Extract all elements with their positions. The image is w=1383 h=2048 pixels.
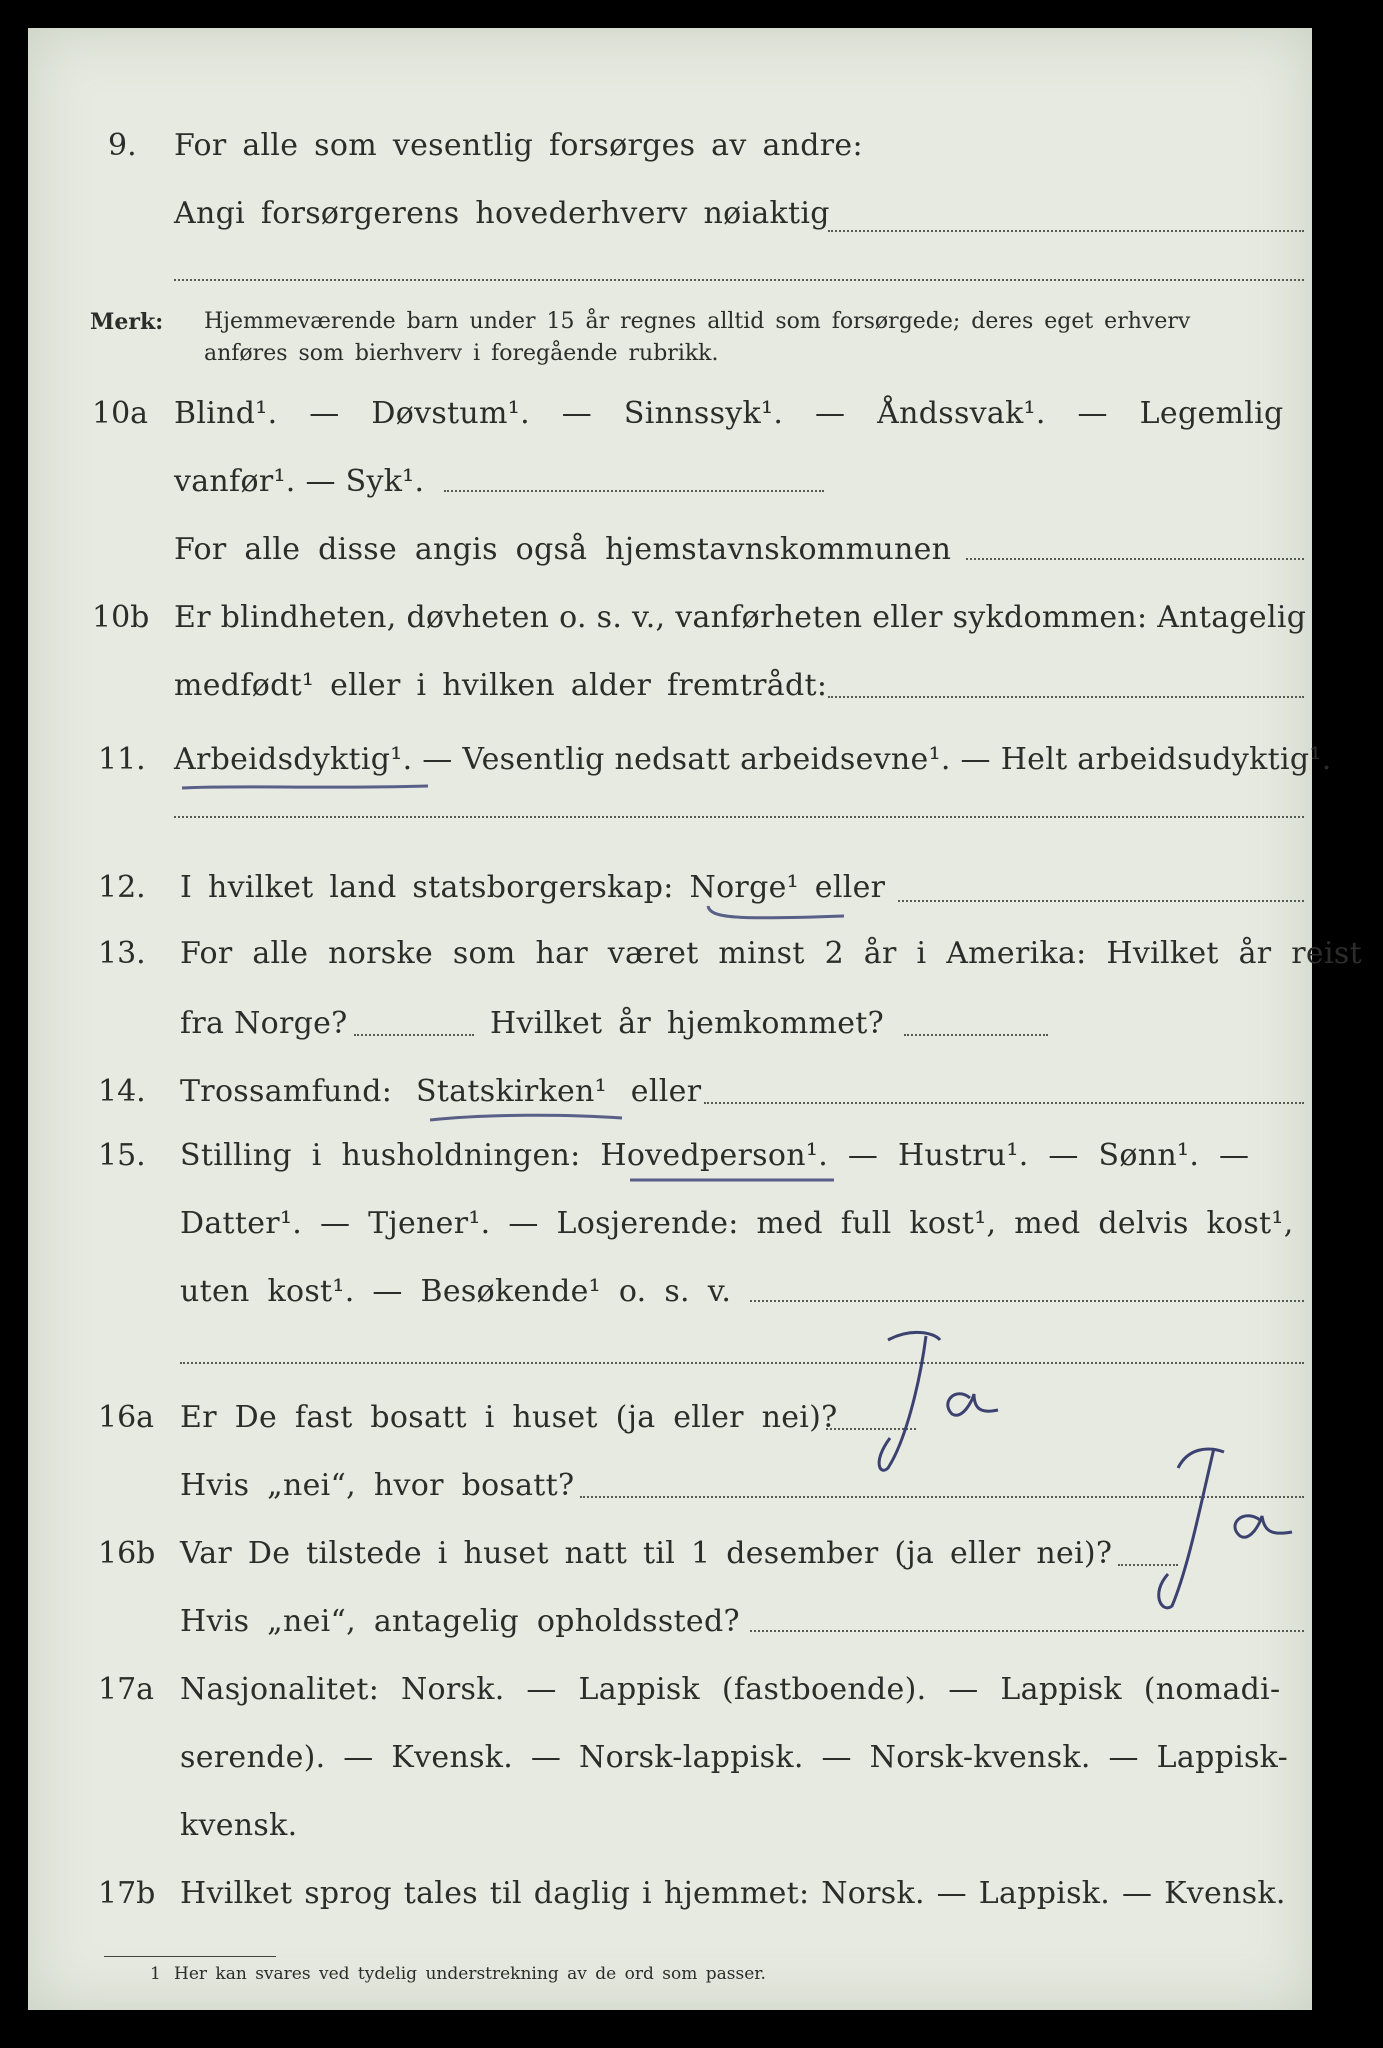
q10a-text-line3: For alle disse angis også hjemstavnskommunen [174,532,952,567]
q10b-number: 10b [92,600,150,635]
q12-answer-line[interactable] [898,900,1304,902]
q15-number: 15. [98,1138,146,1173]
q15-answer-line-2[interactable] [180,1362,1304,1364]
q17b-text: Hvilket sprog tales til daglig i hjemmet: Norsk. — Lappisk. — Kvensk. [180,1876,1286,1911]
q15-text-line3: uten kost¹. — Besøkende¹ o. s. v. [180,1274,732,1309]
q11-answer-line[interactable] [174,816,1304,818]
q17a-text-line1: Nasjonalitet: Norsk. — Lappisk (fastboende). — Lappisk (nomadi- [180,1672,1281,1707]
footnote-text: Her kan svares ved tydelig understrekning av de ord som passer. [174,1964,766,1984]
q15-text-line1: Stilling i husholdningen: Hovedperson¹. — Hustru¹. — Sønn¹. — [180,1138,1250,1173]
q11-number: 11. [98,742,146,777]
q12-text: I hvilket land statsborgerskap: Norge¹ eller [180,870,886,905]
q13-hjemkommet-answer-line[interactable] [904,1034,1048,1036]
q17a-text-line3: kvensk. [180,1808,298,1843]
q13-reist-answer-line[interactable] [354,1034,474,1036]
footnote-mark: 1 [150,1964,161,1984]
q10b-text-line1: Er blindheten, døvheten o. s. v., vanførheten eller sykdommen: Antagelig [174,600,1307,635]
q14-number: 14. [98,1074,146,1109]
merk-line2: anføres som bierhverv i foregående rubrikk. [204,341,719,366]
q10b-answer-line[interactable] [828,696,1304,698]
q17a-text-line2: serende). — Kvensk. — Norsk-lappisk. — Norsk-kvensk. — Lappisk- [180,1740,1289,1775]
merk-line1: Hjemmeværende barn under 15 år regnes alltid som forsørgede; deres eget erhverv [204,309,1191,334]
q13-text-line2a: fra Norge? [180,1006,348,1041]
q16b-text-line2: Hvis „nei“, antagelig opholdssted? [180,1604,740,1639]
q14-handwritten-underline [426,1110,626,1124]
q16b-handwritten-answer [1128,1438,1308,1618]
q14-text: Trossamfund: Statskirken¹ eller [180,1074,702,1109]
q16b-number: 16b [98,1536,156,1571]
merk-label: Merk: [90,309,164,335]
census-form-page [28,28,1362,2010]
q10a-text-line2: vanfør¹. — Syk¹. [174,464,425,499]
q15-text-line2: Datter¹. — Tjener¹. — Losjerende: med full kost¹, med delvis kost¹, [180,1206,1294,1241]
q12-handwritten-underline [704,886,854,926]
q16a-text-line1: Er De fast bosatt i huset (ja eller nei)? [180,1400,838,1435]
q16b-text-line1: Var De tilstede i huset natt til 1 desember (ja eller nei)? [180,1536,1113,1571]
q13-number: 13. [98,936,146,971]
q17a-number: 17a [98,1672,155,1707]
q10a-hjemstavn-answer-line[interactable] [966,558,1304,560]
q16a-text-line2: Hvis „nei“, hvor bosatt? [180,1468,575,1503]
q10b-text-line2: medfødt¹ eller i hvilken alder fremtrådt: [174,668,828,703]
q10a-number: 10a [92,396,149,431]
footnote-rule [104,1956,276,1957]
q11-handwritten-underline [180,782,430,792]
q9-text-line2: Angi forsørgerens hovederhverv nøiaktig [174,196,830,231]
q10a-answer-line[interactable] [444,490,824,492]
q16a-number: 16a [98,1400,155,1435]
q9-number: 9. [108,128,137,163]
q17b-number: 17b [98,1876,156,1911]
q16b-opholdssted-answer-line[interactable] [750,1630,1304,1632]
q11-text: Arbeidsdyktig¹. — Vesentlig nedsatt arbeidsevne¹. — Helt arbeidsudyktig¹. [174,742,1332,777]
q14-answer-line[interactable] [704,1102,1304,1104]
q9-text-line1: For alle som vesentlig forsørges av andre: [174,128,863,163]
q10a-text-line1: Blind¹. — Døvstum¹. — Sinnssyk¹. — Åndssvak¹. — Legemlig [174,396,1284,431]
q13-text-line1: For alle norske som har været minst 2 år i Amerika: Hvilket år reist [180,936,1362,971]
q9-answer-line-2[interactable] [174,279,1304,281]
q15-answer-line[interactable] [750,1300,1304,1302]
q15-handwritten-underline [628,1174,838,1186]
q16a-handwritten-answer [870,1322,1050,1482]
q12-number: 12. [98,870,146,905]
q9-answer-line[interactable] [828,230,1304,232]
q13-text-line2b: Hvilket år hjemkommet? [490,1006,885,1041]
